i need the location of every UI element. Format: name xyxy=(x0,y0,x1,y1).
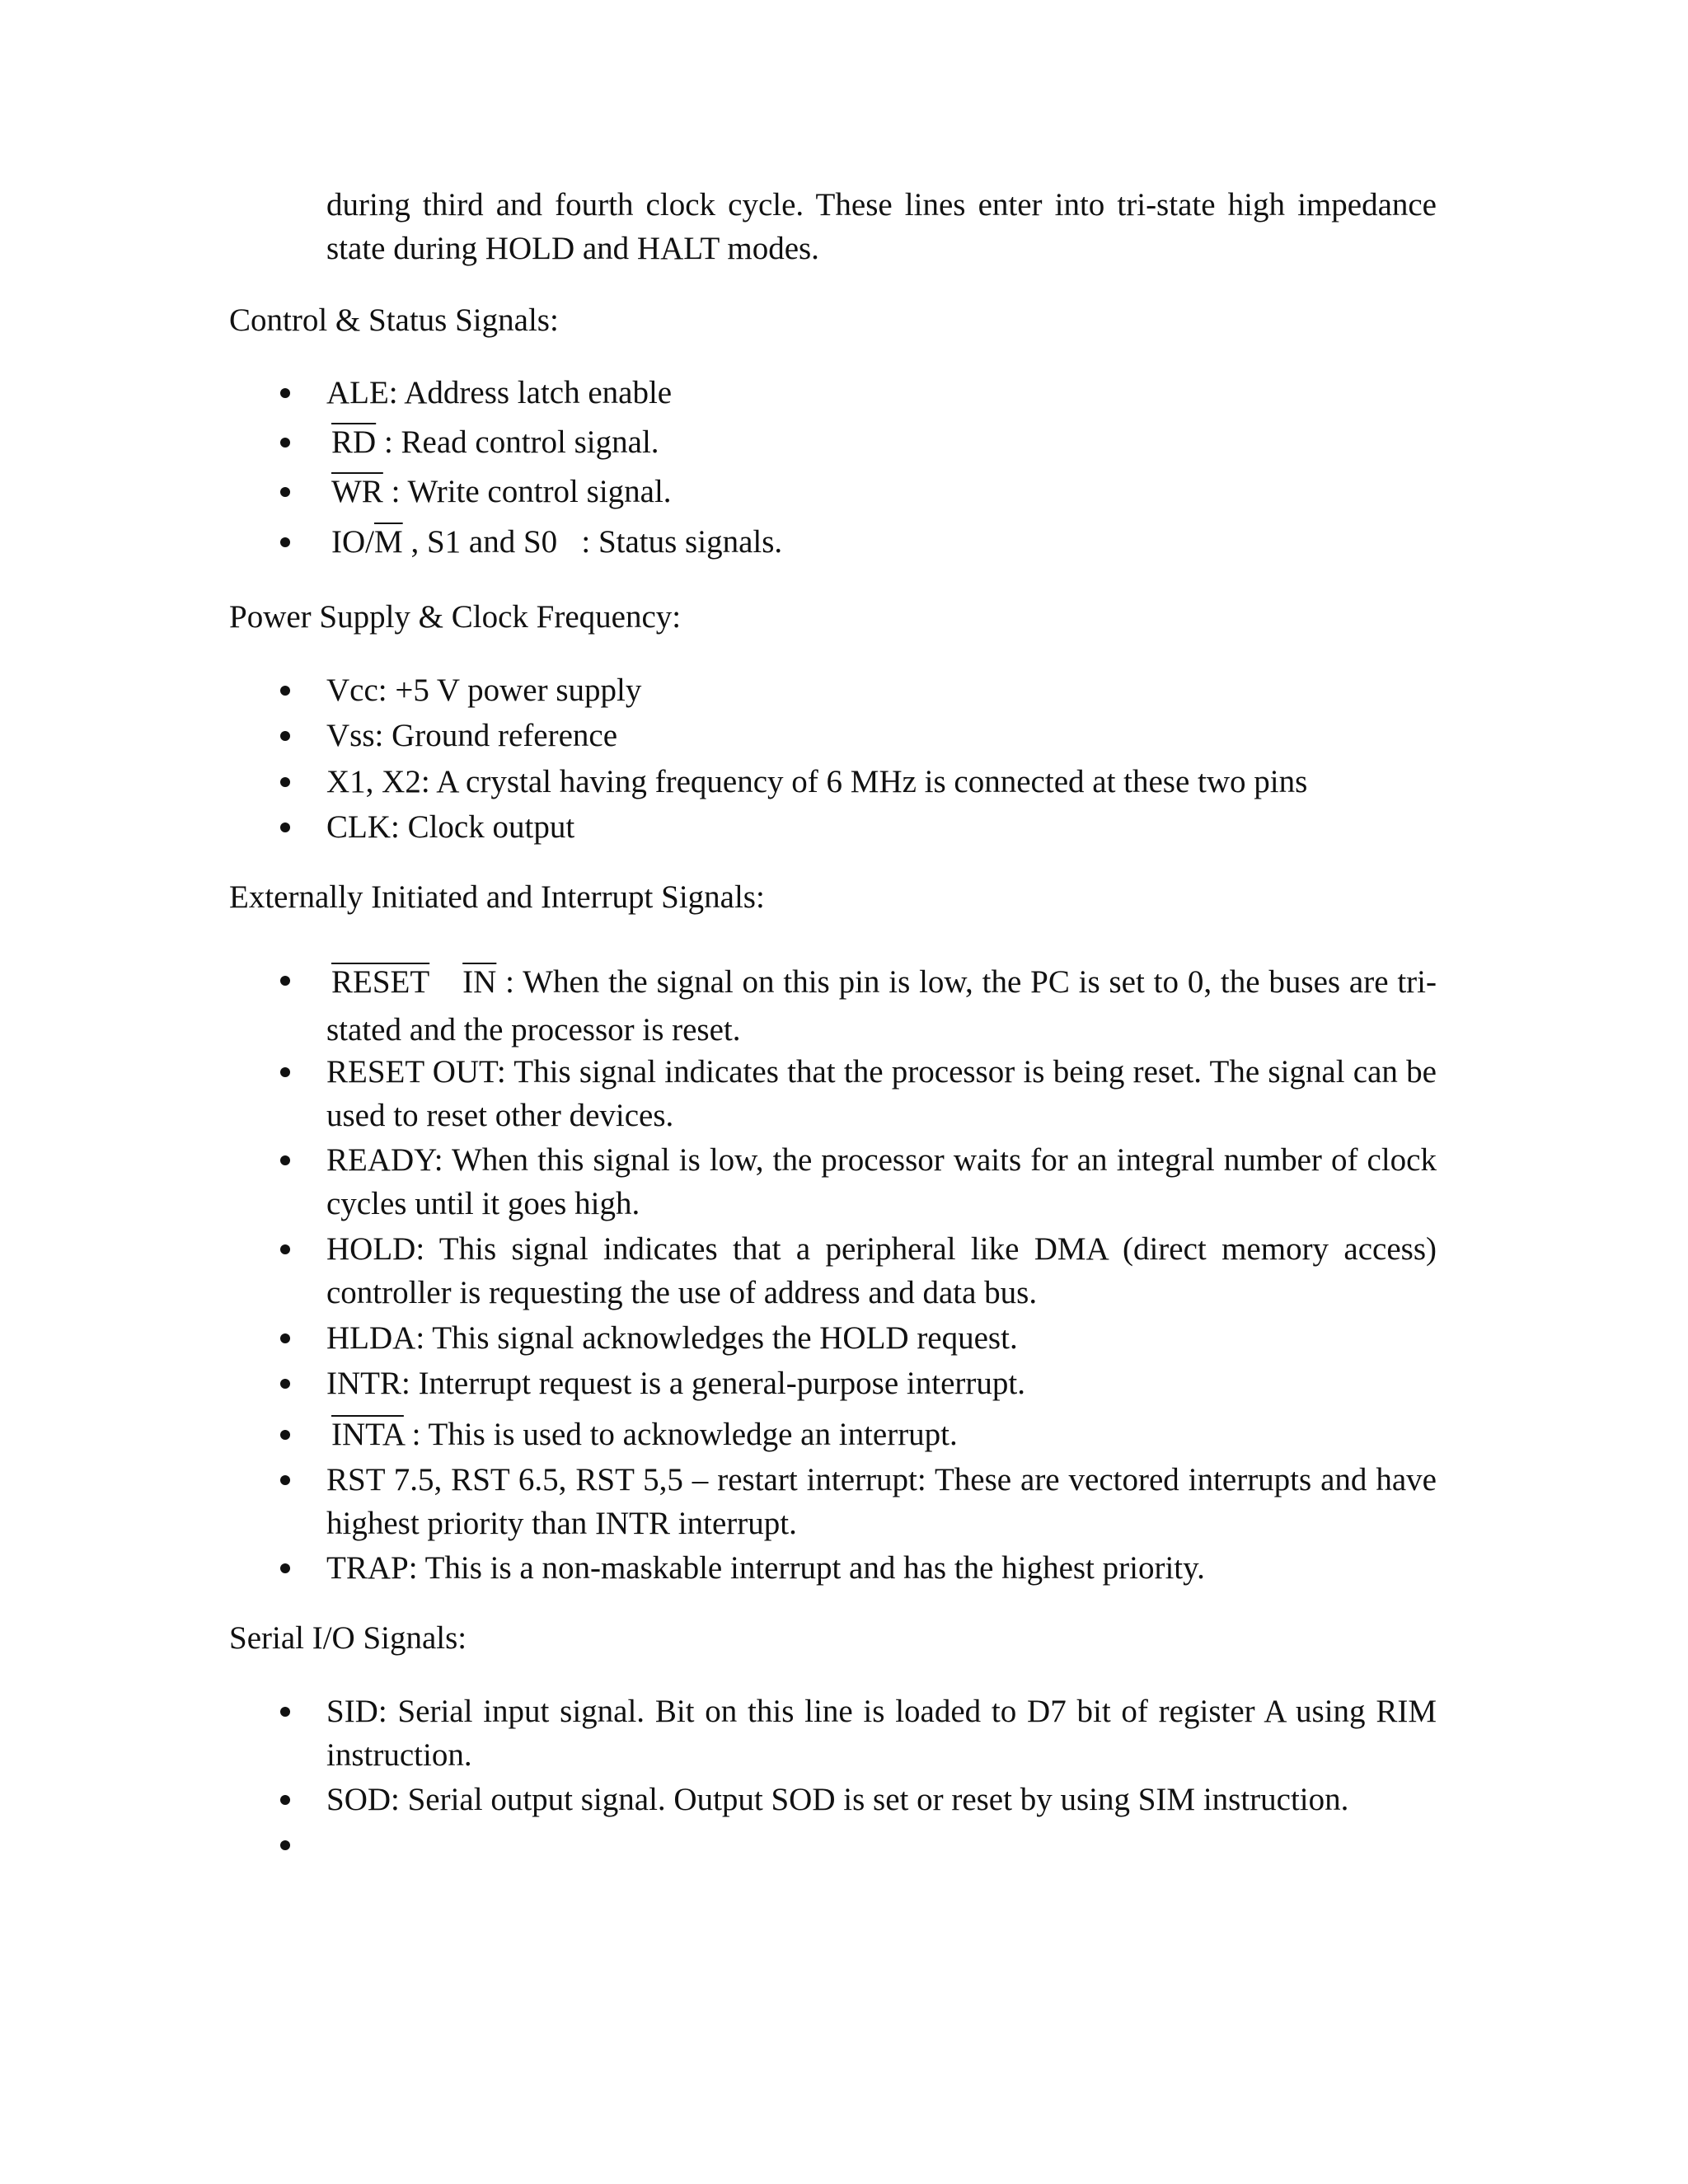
list-item-rst: RST 7.5, RST 6.5, RST 5,5 – restart interrupt: These are vectored interrupts and have highest priority than INTR interrupt. xyxy=(326,1462,1437,1541)
list-item-inta xyxy=(326,1413,1437,1456)
list-item-rd xyxy=(326,420,1437,464)
bullet-icon xyxy=(280,388,290,398)
list-item-reset-out: RESET OUT: This signal indicates that the processor is being reset. The signal can be used to reset other devices. xyxy=(326,1054,1437,1133)
list-item-hlda: HLDA: This signal acknowledges the HOLD request. xyxy=(326,1320,1018,1356)
list-item-clk: CLK: Clock output xyxy=(326,809,575,845)
list-item-hold: HOLD: This signal indicates that a peripheral like DMA (direct memory access) controller is requesting the use of address and data bus. xyxy=(326,1231,1437,1310)
list-item-reset-in xyxy=(326,958,1437,1054)
list-item-vcc: Vcc: +5 V power supply xyxy=(326,673,642,708)
list-item-iom xyxy=(326,520,1437,564)
intro-paragraph: during third and fourth clock cycle. These lines enter into tri-state high impedance state during HOLD and HALT modes. xyxy=(326,187,1437,266)
section-heading-serial: Serial I/O Signals: xyxy=(229,1620,467,1656)
signal-rd-desc: : Read control signal. xyxy=(376,424,659,460)
list-item-x1x2: X1, X2: A crystal having frequency of 6 MHz is connected at these two pins xyxy=(326,764,1308,799)
section-heading-control: Control & Status Signals: xyxy=(229,302,559,338)
list-item-sod: SOD: Serial output signal. Output SOD is set or reset by using SIM instruction. xyxy=(326,1782,1349,1817)
bullet-icon xyxy=(280,1795,290,1805)
signal-io-prefix: IO/ xyxy=(331,524,374,560)
bullet-icon xyxy=(280,1563,290,1573)
bullet-icon xyxy=(280,1067,290,1077)
list-item-wr xyxy=(326,470,1437,513)
signal-reset-in xyxy=(331,964,496,1000)
bullet-icon xyxy=(280,1155,290,1165)
list-item-vss: Vss: Ground reference xyxy=(326,718,618,753)
bullet-icon xyxy=(280,1333,290,1343)
signal-iom-desc: , S1 and S0 : Status signals. xyxy=(402,524,783,560)
signal-rd: $\overline{RD}$ xyxy=(331,424,377,460)
bullet-icon xyxy=(280,731,290,741)
bullet-icon xyxy=(280,1840,290,1850)
list-item-sid: SID: Serial input signal. Bit on this line is loaded to D7 bit of register A using RIM instruction. xyxy=(326,1694,1437,1773)
signal-wr-desc: : Write control signal. xyxy=(382,474,672,509)
bullet-icon xyxy=(280,1244,290,1254)
section-heading-external: Externally Initiated and Interrupt Signals: xyxy=(229,879,765,915)
signal-reset-a: RESET xyxy=(331,964,430,1000)
bullet-icon xyxy=(280,823,290,832)
bullet-icon xyxy=(280,438,290,448)
bullet-icon xyxy=(280,1430,290,1440)
bullet-icon xyxy=(280,1475,290,1485)
bullet-icon xyxy=(280,976,290,986)
section-heading-power: Power Supply & Clock Frequency: xyxy=(229,599,682,635)
bullet-icon xyxy=(280,537,290,547)
list-item-ready: READY: When this signal is low, the processor waits for an integral number of clock cycles until it goes high. xyxy=(326,1142,1437,1221)
bullet-icon xyxy=(280,1379,290,1389)
list-item-trap: TRAP: This is a non-maskable interrupt and has the highest priority. xyxy=(326,1550,1205,1586)
bullet-icon xyxy=(280,686,290,696)
bullet-icon xyxy=(280,1707,290,1717)
signal-m: $\overline{M}$ xyxy=(374,524,403,560)
signal-inta-desc: : This is used to acknowledge an interrupt. xyxy=(403,1417,958,1452)
signal-reset-b: IN xyxy=(462,964,497,1000)
bullet-icon xyxy=(280,487,290,497)
signal-reset-in-desc: : When the signal on this pin is low, the PC is set to 0, the buses are tri-stated and the processor is reset. xyxy=(326,964,1437,1047)
signal-inta: INTA xyxy=(331,1417,404,1452)
signal-wr: $\overline{WR}$ xyxy=(331,474,383,509)
list-item-intr: INTR: Interrupt request is a general-purpose interrupt. xyxy=(326,1366,1025,1401)
list-item-ale: ALE: Address latch enable xyxy=(326,375,673,410)
bullet-icon xyxy=(280,777,290,787)
